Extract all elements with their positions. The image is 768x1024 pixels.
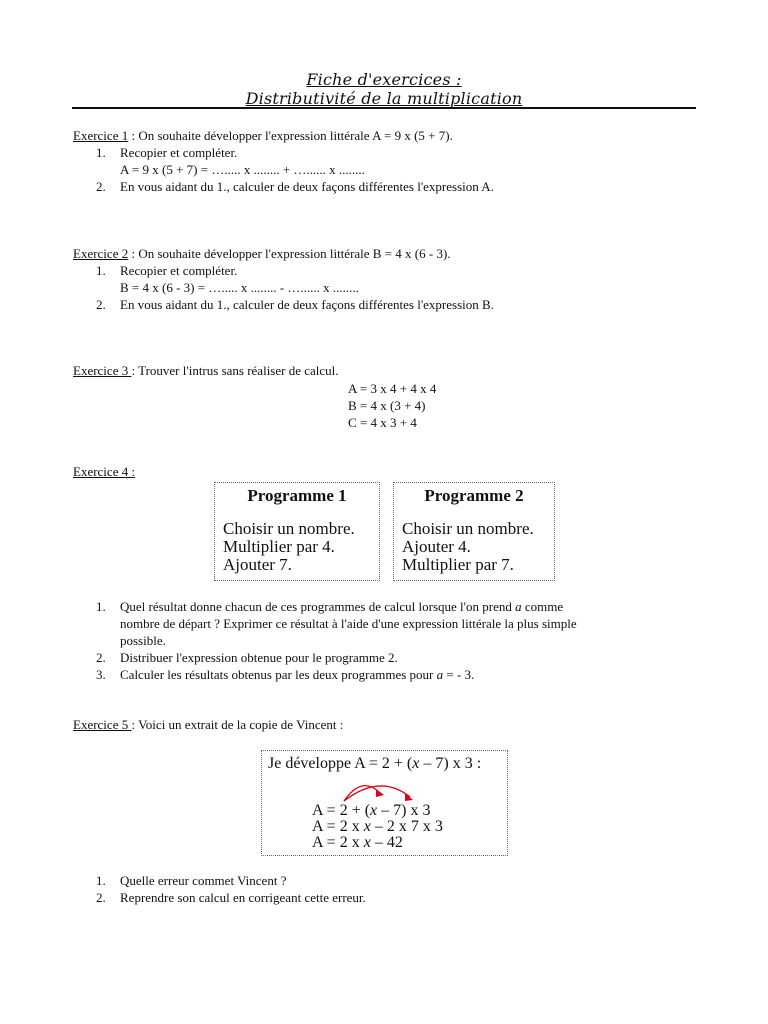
exercise-4-label: Exercice 4 : (73, 464, 136, 479)
exercise-1-intro: : On souhaite développer l'expression littérale A = 9 x (5 + 7). (128, 128, 453, 143)
expression-a: A = 3 x 4 + 4 x 4 (348, 381, 437, 396)
list-number: 1. (96, 873, 106, 888)
list-item: Distribuer l'expression obtenue pour le programme 2. (120, 650, 398, 665)
exercise-4-heading (73, 464, 135, 480)
list-item: En vous aidant du 1., calculer de deux façons différentes l'expression B. (120, 297, 494, 312)
programme-1-title: Programme 1 (247, 486, 347, 505)
copy-text: – 42 (370, 834, 403, 851)
list-item (120, 667, 474, 683)
programme-2-step: Ajouter 4. (402, 537, 471, 556)
exercise-2-intro: : On souhaite développer l'expression littérale B = 4 x (6 - 3). (128, 246, 451, 261)
programme-1-step: Choisir un nombre. (223, 519, 355, 538)
list-number: 1. (96, 145, 106, 160)
copy-line-4 (312, 834, 403, 851)
copy-line-3 (312, 818, 443, 835)
exercise-3-intro: : Trouver l'intrus sans réaliser de calcul. (131, 363, 339, 378)
list-item-continuation: possible. (120, 633, 166, 648)
expression-c: C = 4 x 3 + 4 (348, 415, 417, 430)
exercise-2-heading (73, 246, 451, 262)
list-item (120, 599, 563, 615)
variable-x: x (370, 802, 378, 819)
programme-2-step: Choisir un nombre. (402, 519, 534, 538)
copy-text: – 7) x 3 (377, 802, 431, 819)
variable-x: x (363, 834, 371, 851)
list-item: Reprendre son calcul en corrigeant cette erreur. (120, 890, 366, 905)
page-title-line-2: Distributivité de la multiplication (245, 89, 523, 108)
list-item-text: comme (521, 599, 564, 614)
expression-b: B = 4 x (3 + 4) (348, 398, 426, 413)
arrow-head (376, 789, 384, 797)
title-rule (72, 107, 696, 109)
copy-text: – 7) x 3 : (419, 755, 482, 772)
list-number: 1. (96, 263, 106, 278)
copy-text: Je développe A = 2 + ( (268, 755, 413, 772)
variable-a: a (515, 599, 522, 614)
list-number: 2. (96, 650, 106, 665)
programme-1-step: Ajouter 7. (223, 555, 292, 574)
programme-1-box (214, 482, 380, 581)
list-number: 3. (96, 667, 106, 682)
exercise-5-label: Exercice 5 (73, 717, 132, 732)
programme-2-title: Programme 2 (424, 486, 524, 505)
list-item: Quelle erreur commet Vincent ? (120, 873, 287, 888)
programme-2-box (393, 482, 555, 581)
copy-text: – 2 x 7 x 3 (370, 818, 443, 835)
list-item: En vous aidant du 1., calculer de deux façons différentes l'expression A. (120, 179, 494, 194)
copy-text: A = 2 + ( (312, 802, 371, 819)
list-item-text: = - 3. (443, 667, 475, 682)
list-item: B = 4 x (6 - 3) = …..... x ........ - …...... x ........ (120, 280, 359, 295)
exercise-1-label: Exercice 1 (73, 128, 129, 143)
list-number: 1. (96, 599, 106, 614)
list-item: Recopier et compléter. (120, 145, 238, 160)
list-item: A = 9 x (5 + 7) = …..... x ........ + …...... x ........ (120, 162, 365, 177)
exercise-5-heading (73, 717, 343, 733)
programme-1-step: Multiplier par 4. (223, 537, 335, 556)
list-number: 2. (96, 179, 106, 194)
page-title-line-1: Fiche d'exercices : (306, 70, 462, 89)
exercise-3-label: Exercice 3 (73, 363, 132, 378)
copy-text: A = 2 x (312, 834, 364, 851)
vincent-copy-box (261, 750, 508, 856)
copy-text: A = 2 x (312, 818, 364, 835)
arrow-head (405, 793, 413, 801)
list-number: 2. (96, 297, 106, 312)
exercise-3-expressions (348, 380, 436, 431)
programme-2-step: Multiplier par 7. (402, 555, 514, 574)
list-item-text: Calculer les résultats obtenus par les deux programmes pour (120, 667, 437, 682)
list-item-continuation: nombre de départ ? Exprimer ce résultat à l'aide d'une expression littérale la plus simple (120, 616, 577, 631)
exercise-5-intro: : Voici un extrait de la copie de Vincent : (131, 717, 344, 732)
exercise-3-heading (73, 363, 339, 379)
exercise-1-heading (73, 128, 453, 144)
list-item: Recopier et compléter. (120, 263, 238, 278)
arrow-to-x (344, 786, 380, 801)
variable-a: a (436, 667, 444, 682)
list-item-text: Quel résultat donne chacun de ces programmes de calcul lorsque l'on prend (120, 599, 516, 614)
list-number: 2. (96, 890, 106, 905)
variable-x: x (363, 818, 371, 835)
copy-line-2 (312, 802, 430, 819)
variable-x: x (412, 755, 420, 772)
exercise-2-label: Exercice 2 (73, 246, 129, 261)
